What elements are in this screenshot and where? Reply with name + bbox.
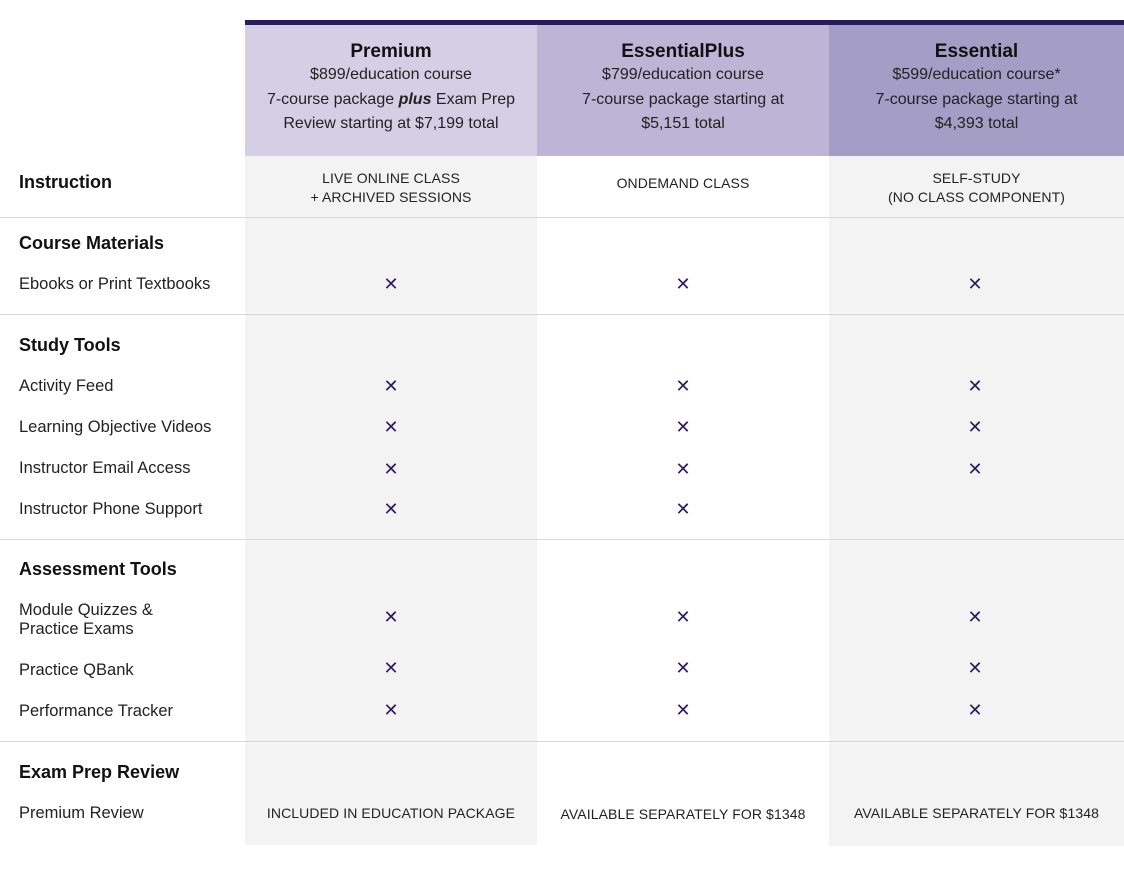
row-divider: [0, 314, 1124, 315]
row-label-module-quizzes: Module Quizzes & Practice Exams: [19, 601, 153, 638]
x-mark-icon: ✕: [967, 700, 983, 720]
row-divider: [0, 217, 1124, 218]
x-mark-icon: ✕: [967, 274, 983, 294]
plan-package: 7-course package plus Exam Prep: [266, 90, 516, 108]
x-mark-icon: ✕: [967, 376, 983, 396]
section-title-assessment-tools: Assessment Tools: [19, 559, 177, 579]
row-label-ebooks: Ebooks or Print Textbooks: [19, 275, 211, 293]
x-mark-icon: ✕: [967, 459, 983, 479]
instruction-essential: SELF-STUDY (NO CLASS COMPONENT): [887, 170, 1065, 205]
x-mark-icon: ✕: [383, 274, 399, 294]
plan-package: 7-course package starting at: [875, 90, 1078, 108]
x-mark-icon: ✕: [675, 499, 691, 519]
x-mark-icon: ✕: [967, 417, 983, 437]
x-mark-icon: ✕: [967, 658, 983, 678]
premium-review-premium: INCLUDED IN EDUCATION PACKAGE: [266, 805, 516, 821]
plan-name: Essential: [934, 41, 1019, 62]
plan-total: $5,151 total: [641, 115, 725, 132]
plan-package: 7-course package starting at: [582, 90, 784, 108]
row-divider: [0, 539, 1124, 540]
premium-review-essential: AVAILABLE SEPARATELY FOR $1348: [853, 805, 1099, 821]
plan-name: Premium: [350, 41, 432, 62]
plan-total: $4,393 total: [934, 115, 1019, 132]
x-mark-icon: ✕: [383, 417, 399, 437]
row-divider: [0, 741, 1124, 742]
plan-price: $899/education course: [310, 66, 472, 83]
instruction-label: Instruction: [19, 172, 112, 192]
x-mark-icon: ✕: [675, 459, 691, 479]
plan-price: $599/education course*: [892, 66, 1061, 83]
premium-review-essentialplus: AVAILABLE SEPARATELY FOR $1348: [560, 806, 806, 822]
plan-price: $799/education course: [602, 66, 764, 83]
x-mark-icon: ✕: [675, 700, 691, 720]
row-label-instructor-email-access: Instructor Email Access: [19, 459, 191, 477]
x-mark-icon: ✕: [383, 376, 399, 396]
row-label-learning-objective-videos: Learning Objective Videos: [19, 418, 212, 436]
x-mark-icon: ✕: [383, 499, 399, 519]
section-title-exam-prep-review: Exam Prep Review: [19, 762, 180, 782]
row-label-practice-qbank: Practice QBank: [19, 661, 134, 679]
x-mark-icon: ✕: [675, 417, 691, 437]
plan-header-essentialplus: [537, 25, 829, 156]
row-label-instructor-phone-support: Instructor Phone Support: [19, 500, 203, 518]
x-mark-icon: ✕: [383, 607, 399, 627]
section-title-study-tools: Study Tools: [19, 335, 121, 355]
row-label-premium-review: Premium Review: [19, 804, 144, 822]
x-mark-icon: ✕: [967, 607, 983, 627]
section-title-course-materials: Course Materials: [19, 233, 165, 253]
plan-header-premium: [245, 25, 537, 156]
x-mark-icon: ✕: [383, 658, 399, 678]
x-mark-icon: ✕: [675, 658, 691, 678]
plan-name: EssentialPlus: [621, 41, 745, 62]
essential-column-bg: [829, 156, 1124, 846]
x-mark-icon: ✕: [675, 607, 691, 627]
x-mark-icon: ✕: [383, 459, 399, 479]
plan-header-essential: [829, 25, 1124, 156]
x-mark-icon: ✕: [383, 700, 399, 720]
instruction-premium: LIVE ONLINE CLASS + ARCHIVED SESSIONS: [310, 170, 472, 205]
row-label-performance-tracker: Performance Tracker: [19, 702, 174, 720]
x-mark-icon: ✕: [675, 376, 691, 396]
instruction-essentialplus: ONDEMAND CLASS: [616, 175, 750, 191]
row-label-activity-feed: Activity Feed: [19, 377, 114, 395]
plan-total: Review starting at $7,199 total: [283, 115, 499, 132]
x-mark-icon: ✕: [675, 274, 691, 294]
